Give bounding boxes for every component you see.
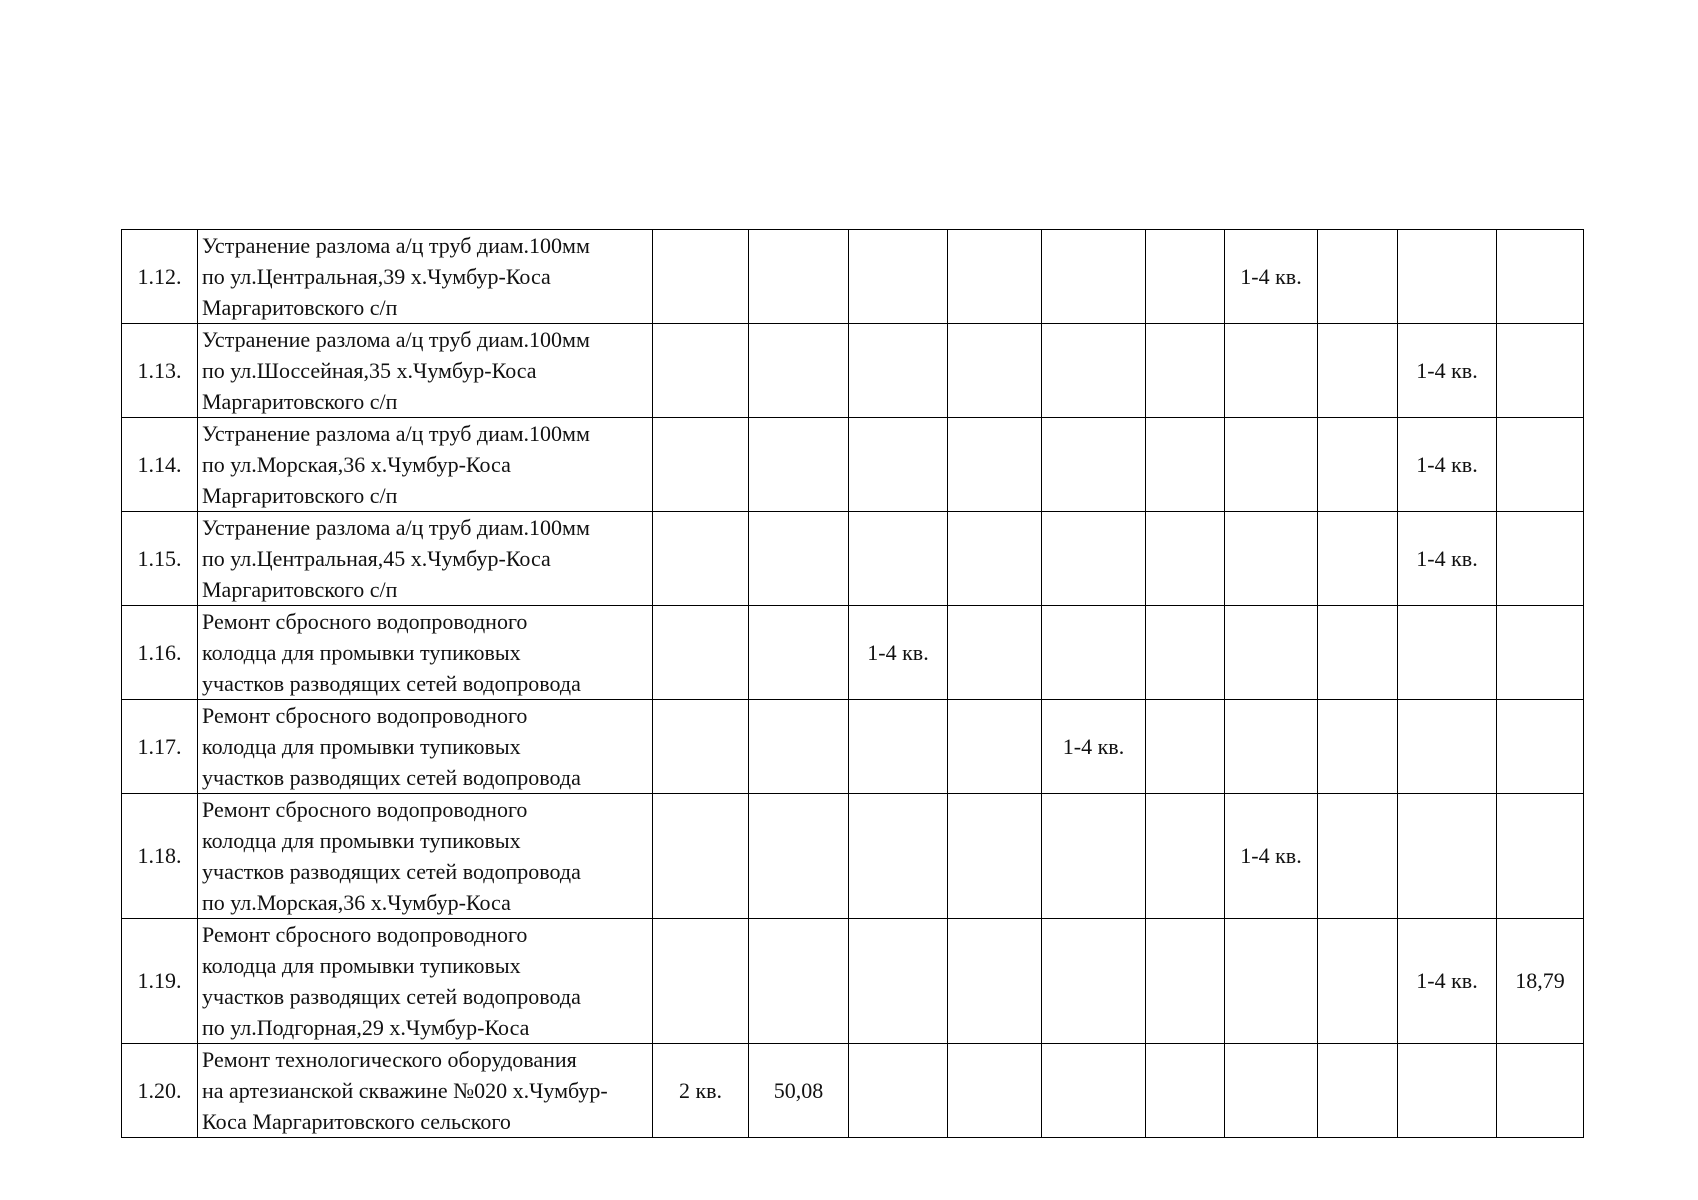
- schedule-cell-7: [1225, 1044, 1318, 1138]
- schedule-cell-8: [1318, 324, 1398, 418]
- schedule-cell-10: [1497, 512, 1584, 606]
- row-number: 1.17.: [122, 700, 198, 794]
- schedule-cell-6: [1146, 324, 1225, 418]
- description-line: по ул.Морская,36 х.Чумбур-Коса: [202, 890, 511, 915]
- table-row: [122, 606, 1584, 700]
- table-row: [122, 512, 1584, 606]
- schedule-cell-9: [1398, 606, 1497, 700]
- schedule-cell-10: [1497, 324, 1584, 418]
- schedule-cell-1: 2 кв.: [653, 1044, 749, 1138]
- table-row: [122, 1044, 1584, 1138]
- table-row: [122, 324, 1584, 418]
- schedule-cell-9: 1-4 кв.: [1398, 418, 1497, 512]
- schedule-cell-5: [1042, 230, 1146, 324]
- schedule-cell-4: [948, 606, 1042, 700]
- schedule-cell-2: [749, 418, 849, 512]
- schedule-cell-7: [1225, 700, 1318, 794]
- schedule-cell-1: [653, 700, 749, 794]
- schedule-cell-5: [1042, 794, 1146, 919]
- schedule-cell-7: [1225, 606, 1318, 700]
- schedule-cell-1: [653, 919, 749, 1044]
- schedule-cell-8: [1318, 230, 1398, 324]
- schedule-cell-10: 18,79: [1497, 919, 1584, 1044]
- schedule-cell-7: [1225, 324, 1318, 418]
- work-description: [198, 606, 653, 700]
- row-number: 1.19.: [122, 919, 198, 1044]
- schedule-cell-3: [849, 512, 948, 606]
- schedule-cell-3: 1-4 кв.: [849, 606, 948, 700]
- schedule-cell-2: [749, 606, 849, 700]
- description-line: Ремонт сбросного водопроводного: [202, 609, 528, 634]
- schedule-cell-10: [1497, 794, 1584, 919]
- description-line: Ремонт технологического оборудования: [202, 1047, 577, 1072]
- schedule-cell-4: [948, 512, 1042, 606]
- schedule-cell-2: [749, 794, 849, 919]
- schedule-cell-1: [653, 324, 749, 418]
- schedule-cell-9: [1398, 230, 1497, 324]
- schedule-cell-7: 1-4 кв.: [1225, 230, 1318, 324]
- work-description: [198, 324, 653, 418]
- description-line: по ул.Шоссейная,35 х.Чумбур-Коса: [202, 358, 537, 383]
- schedule-cell-8: [1318, 700, 1398, 794]
- schedule-cell-4: [948, 700, 1042, 794]
- schedule-cell-8: [1318, 606, 1398, 700]
- schedule-cell-3: [849, 1044, 948, 1138]
- schedule-cell-4: [948, 418, 1042, 512]
- schedule-cell-9: 1-4 кв.: [1398, 919, 1497, 1044]
- work-description: [198, 418, 653, 512]
- schedule-cell-10: [1497, 1044, 1584, 1138]
- description-line: участков разводящих сетей водопровода: [202, 671, 581, 696]
- schedule-cell-7: [1225, 418, 1318, 512]
- schedule-cell-9: 1-4 кв.: [1398, 512, 1497, 606]
- schedule-cell-4: [948, 919, 1042, 1044]
- schedule-cell-3: [849, 700, 948, 794]
- schedule-cell-10: [1497, 606, 1584, 700]
- schedule-cell-2: [749, 919, 849, 1044]
- work-description: [198, 512, 653, 606]
- description-line: Коса Маргаритовского сельского: [202, 1109, 511, 1134]
- schedule-cell-5: [1042, 418, 1146, 512]
- schedule-cell-5: [1042, 919, 1146, 1044]
- schedule-cell-7: 1-4 кв.: [1225, 794, 1318, 919]
- row-number: 1.20.: [122, 1044, 198, 1138]
- schedule-cell-5: [1042, 512, 1146, 606]
- schedule-cell-2: [749, 512, 849, 606]
- table-row: [122, 230, 1584, 324]
- table-row: [122, 418, 1584, 512]
- table-row: [122, 919, 1584, 1044]
- schedule-cell-4: [948, 230, 1042, 324]
- schedule-cell-4: [948, 1044, 1042, 1138]
- description-line: участков разводящих сетей водопровода: [202, 984, 581, 1009]
- description-line: колодца для промывки тупиковых: [202, 953, 521, 978]
- schedule-cell-6: [1146, 794, 1225, 919]
- schedule-cell-1: [653, 512, 749, 606]
- description-line: участков разводящих сетей водопровода: [202, 859, 581, 884]
- row-number: 1.13.: [122, 324, 198, 418]
- schedule-cell-8: [1318, 512, 1398, 606]
- schedule-cell-8: [1318, 794, 1398, 919]
- schedule-cell-1: [653, 230, 749, 324]
- description-line: Ремонт сбросного водопроводного: [202, 922, 528, 947]
- schedule-cell-3: [849, 919, 948, 1044]
- description-line: Маргаритовского с/п: [202, 577, 398, 602]
- schedule-cell-4: [948, 324, 1042, 418]
- schedule-cell-9: 1-4 кв.: [1398, 324, 1497, 418]
- schedule-cell-9: [1398, 1044, 1497, 1138]
- work-description: [198, 700, 653, 794]
- work-description: [198, 919, 653, 1044]
- table-body: [122, 230, 1584, 1138]
- schedule-cell-6: [1146, 512, 1225, 606]
- description-line: Устранение разлома а/ц труб диам.100мм: [202, 421, 590, 446]
- description-line: Маргаритовского с/п: [202, 389, 398, 414]
- schedule-cell-2: 50,08: [749, 1044, 849, 1138]
- schedule-cell-10: [1497, 418, 1584, 512]
- schedule-cell-6: [1146, 230, 1225, 324]
- work-description: [198, 1044, 653, 1138]
- schedule-cell-10: [1497, 230, 1584, 324]
- description-line: Ремонт сбросного водопроводного: [202, 797, 528, 822]
- schedule-cell-9: [1398, 700, 1497, 794]
- schedule-cell-2: [749, 324, 849, 418]
- schedule-cell-1: [653, 606, 749, 700]
- schedule-cell-3: [849, 794, 948, 919]
- description-line: по ул.Подгорная,29 х.Чумбур-Коса: [202, 1015, 530, 1040]
- schedule-cell-9: [1398, 794, 1497, 919]
- row-number: 1.18.: [122, 794, 198, 919]
- description-line: Устранение разлома а/ц труб диам.100мм: [202, 233, 590, 258]
- description-line: Устранение разлома а/ц труб диам.100мм: [202, 327, 590, 352]
- table-row: [122, 700, 1584, 794]
- schedule-cell-5: [1042, 606, 1146, 700]
- schedule-cell-3: [849, 230, 948, 324]
- work-description: [198, 794, 653, 919]
- table-row: [122, 794, 1584, 919]
- description-line: колодца для промывки тупиковых: [202, 640, 521, 665]
- schedule-cell-8: [1318, 919, 1398, 1044]
- schedule-cell-5: [1042, 1044, 1146, 1138]
- description-line: на артезианской скважине №020 х.Чумбур-: [202, 1078, 608, 1103]
- row-number: 1.15.: [122, 512, 198, 606]
- schedule-cell-6: [1146, 606, 1225, 700]
- description-line: Ремонт сбросного водопроводного: [202, 703, 528, 728]
- works-table: [121, 229, 1584, 1138]
- schedule-cell-10: [1497, 700, 1584, 794]
- schedule-cell-3: [849, 324, 948, 418]
- row-number: 1.14.: [122, 418, 198, 512]
- description-line: участков разводящих сетей водопровода: [202, 765, 581, 790]
- schedule-cell-6: [1146, 418, 1225, 512]
- schedule-cell-6: [1146, 700, 1225, 794]
- row-number: 1.12.: [122, 230, 198, 324]
- schedule-cell-3: [849, 418, 948, 512]
- description-line: колодца для промывки тупиковых: [202, 734, 521, 759]
- work-description: [198, 230, 653, 324]
- description-line: по ул.Морская,36 х.Чумбур-Коса: [202, 452, 511, 477]
- description-line: по ул.Центральная,39 х.Чумбур-Коса: [202, 264, 551, 289]
- schedule-cell-7: [1225, 919, 1318, 1044]
- schedule-cell-8: [1318, 1044, 1398, 1138]
- description-line: по ул.Центральная,45 х.Чумбур-Коса: [202, 546, 551, 571]
- schedule-cell-6: [1146, 919, 1225, 1044]
- schedule-cell-5: 1-4 кв.: [1042, 700, 1146, 794]
- schedule-cell-6: [1146, 1044, 1225, 1138]
- schedule-cell-1: [653, 794, 749, 919]
- schedule-cell-4: [948, 794, 1042, 919]
- schedule-cell-2: [749, 700, 849, 794]
- description-line: Маргаритовского с/п: [202, 483, 398, 508]
- description-line: Маргаритовского с/п: [202, 295, 398, 320]
- description-line: колодца для промывки тупиковых: [202, 828, 521, 853]
- schedule-cell-2: [749, 230, 849, 324]
- schedule-cell-7: [1225, 512, 1318, 606]
- row-number: 1.16.: [122, 606, 198, 700]
- description-line: Устранение разлома а/ц труб диам.100мм: [202, 515, 590, 540]
- schedule-cell-1: [653, 418, 749, 512]
- schedule-cell-8: [1318, 418, 1398, 512]
- schedule-cell-5: [1042, 324, 1146, 418]
